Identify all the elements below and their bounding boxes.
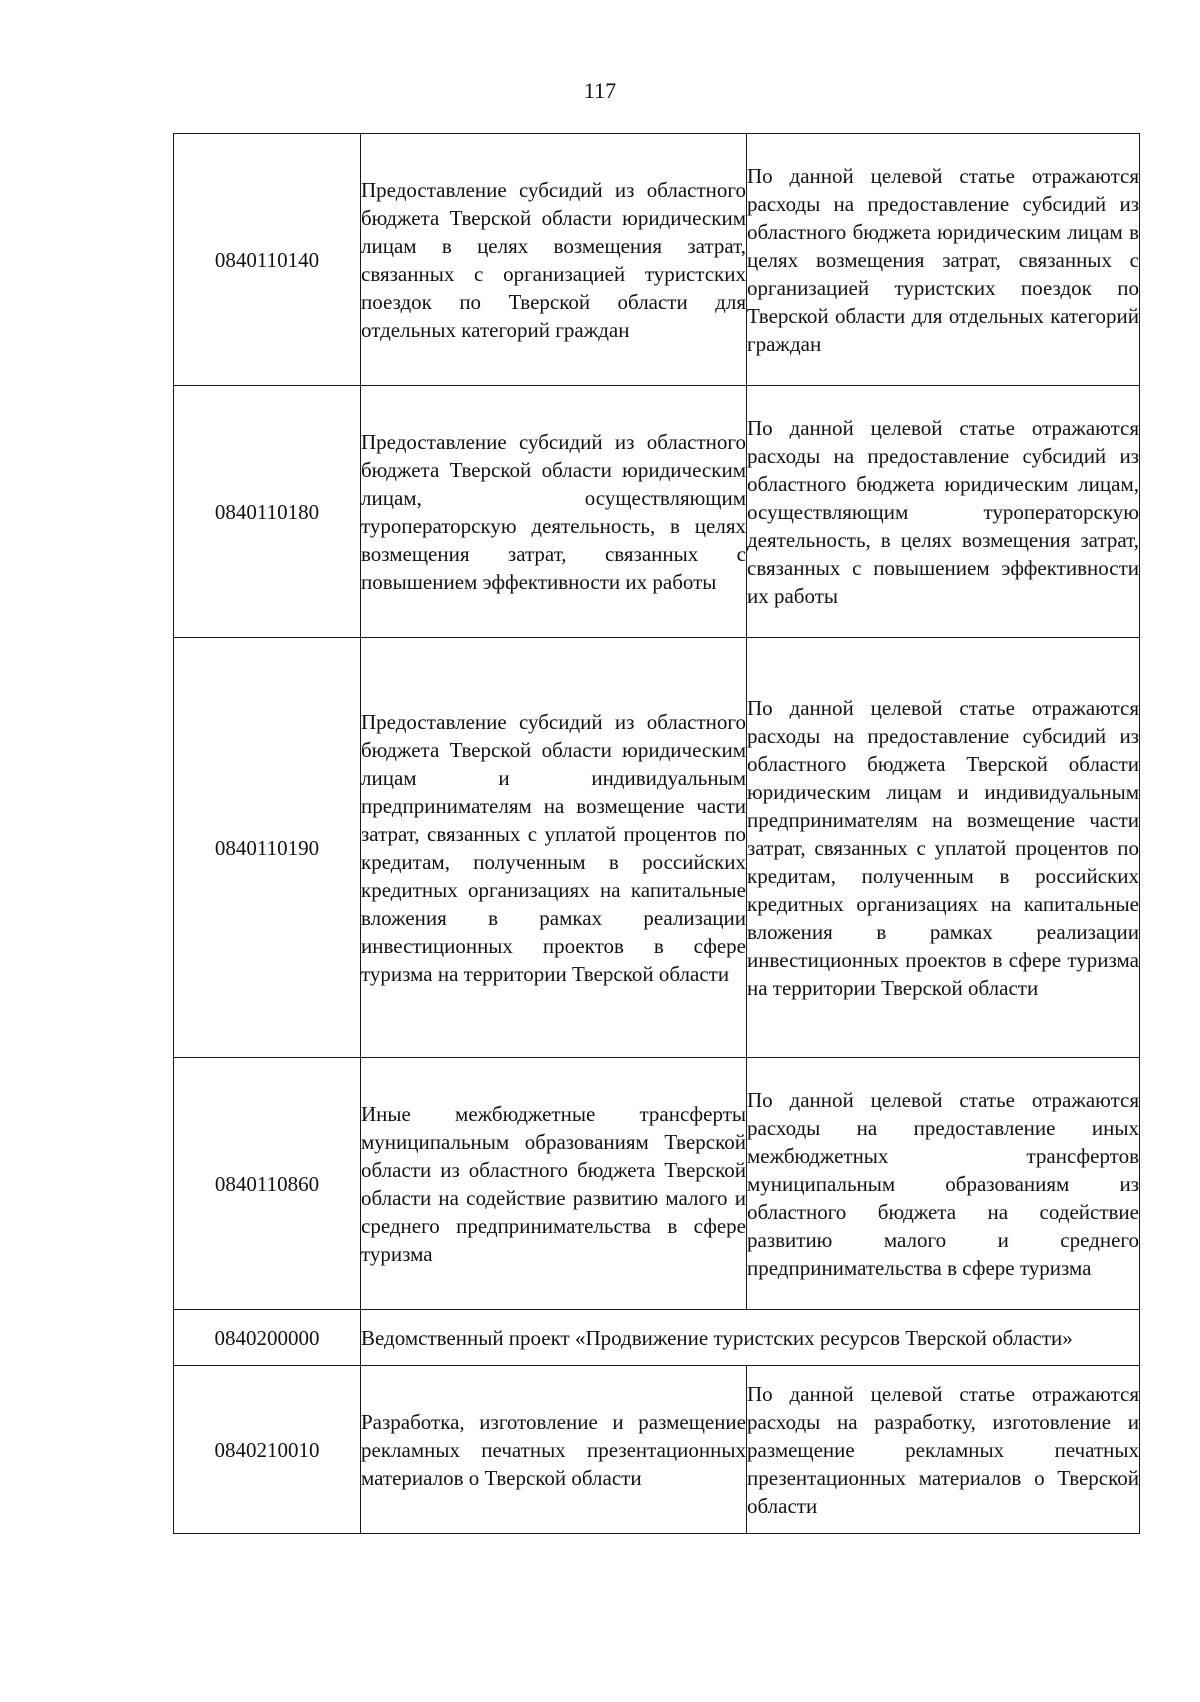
table-row	[174, 386, 1140, 638]
row-description: По данной целевой статье отражаются расходы на предоставление субсидий из областного бюджета юридическим лицам в целях возмещения затрат, связанных с организацией туристских поездок по Тверской области для отдельных категорий граждан	[747, 134, 1140, 386]
section-code: 0840200000	[174, 1310, 361, 1366]
row-description: По данной целевой статье отражаются расходы на предоставление субсидий из областного бюджета Тверской области юридическим лицам и индивидуальным предпринимателям на возмещение части затрат, связанных с уплатой процентов по кредитам, полученным в российских кредитных организациях на капитальные вложения в рамках реализации инвестиционных проектов в сфере туризма на территории Тверской области	[747, 638, 1140, 1058]
row-name: Разработка, изготовление и размещение рекламных печатных презентационных материалов о Тверской области	[361, 1366, 747, 1534]
section-row	[174, 1310, 1140, 1366]
row-code: 0840110190	[174, 638, 361, 1058]
row-name: Предоставление субсидий из областного бюджета Тверской области юридическим лицам, осуществляющим туроператорскую деятельность, в целях возмещения затрат, связанных с повышением эффективности их работы	[361, 386, 747, 638]
row-name: Предоставление субсидий из областного бюджета Тверской области юридическим лицам и индивидуальным предпринимателям на возмещение части затрат, связанных с уплатой процентов по кредитам, полученным в российских кредитных организациях на капитальные вложения в рамках реализации инвестиционных проектов в сфере туризма на территории Тверской области	[361, 638, 747, 1058]
row-code: 0840110180	[174, 386, 361, 638]
row-name: Иные межбюджетные трансферты муниципальным образованиям Тверской области из областного бюджета Тверской области на содействие развитию малого и среднего предпринимательства в сфере туризма	[361, 1058, 747, 1310]
row-code: 0840110860	[174, 1058, 361, 1310]
row-description: По данной целевой статье отражаются расходы на предоставление субсидий из областного бюджета юридическим лицам, осуществляющим туроператорскую деятельность, в целях возмещения затрат, связанных с повышением эффективности их работы	[747, 386, 1140, 638]
row-description: По данной целевой статье отражаются расходы на предоставление иных межбюджетных трансфертов муниципальным образованиям из областного бюджета на содействие развитию малого и среднего предпринимательства в сфере туризма	[747, 1058, 1140, 1310]
row-code: 0840210010	[174, 1366, 361, 1534]
row-code: 0840110140	[174, 134, 361, 386]
table-row	[174, 134, 1140, 386]
page-number: 117	[583, 78, 617, 103]
table-row	[174, 1058, 1140, 1310]
section-title: Ведомственный проект «Продвижение туристских ресурсов Тверской области»	[361, 1310, 1140, 1366]
row-description: По данной целевой статье отражаются расходы на разработку, изготовление и размещение рекламных печатных презентационных материалов о Тверской области	[747, 1366, 1140, 1534]
budget-classification-table	[173, 133, 1140, 1534]
row-name: Предоставление субсидий из областного бюджета Тверской области юридическим лицам в целях возмещения затрат, связанных с организацией туристских поездок по Тверской области для отдельных категорий граждан	[361, 134, 747, 386]
table-row	[174, 1366, 1140, 1534]
table-row	[174, 638, 1140, 1058]
